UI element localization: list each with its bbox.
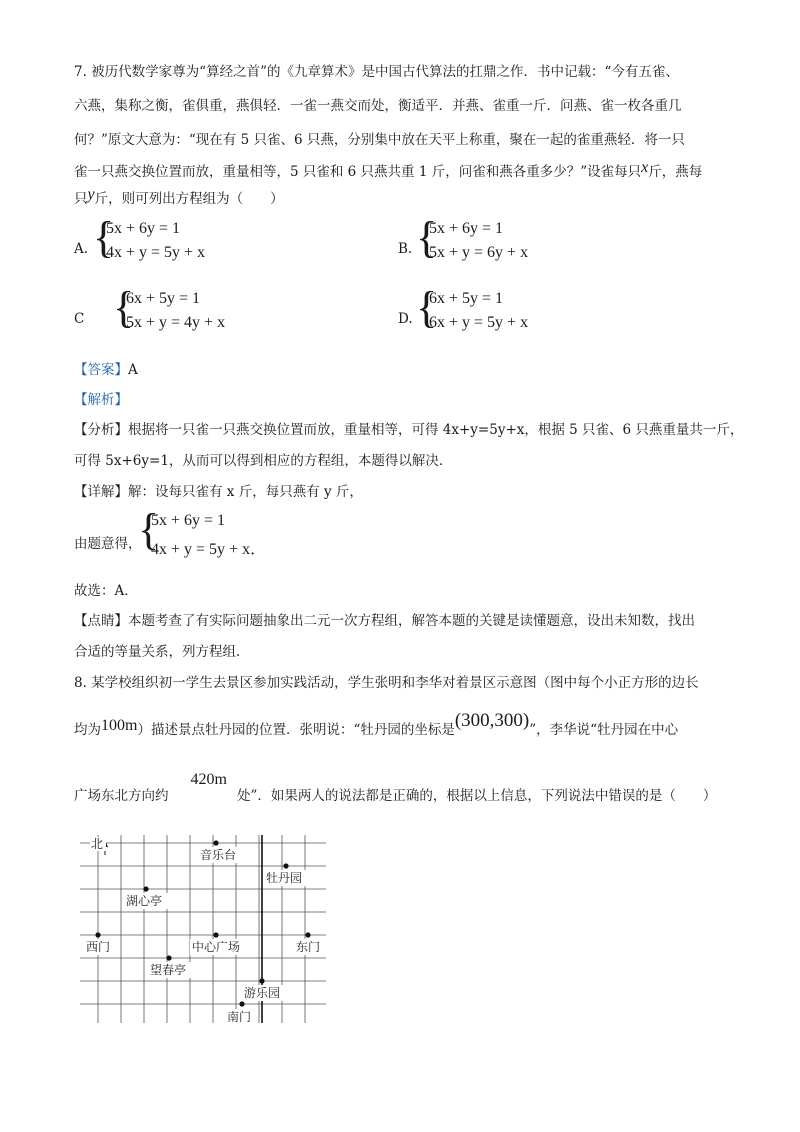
point-wangchun-pavilion	[166, 955, 171, 960]
fenxi-text-1: 根据将一只雀一只燕交换位置而放，重量相等，可得 4x+y=5y+x，根据 5 只雀、6 只燕重量共一斤，	[128, 422, 744, 438]
q7-line-5b: 斤，则可列出方程组为（ ）	[94, 191, 284, 207]
point-south-gate	[239, 1001, 244, 1006]
q7-line-3: 何？”原文大意为：“现在有 5 只雀、6 只燕，分别集中放在天平上称重，聚在一起的雀重燕轻．将一只	[74, 132, 685, 148]
q8-distance: 420m	[190, 771, 227, 788]
map-label-east-gate: 东门	[296, 940, 321, 954]
map-label-center-square: 中心广场	[192, 940, 241, 954]
xiangjie-brace: {	[138, 505, 160, 554]
q7-line-1: 7. 被历代数学家尊为“算经之首”的《九章算术》是中国古代算法的扛鼎之作．书中记载：“今有五雀、	[74, 64, 679, 80]
xiangjie-line-2: 由题意得，	[74, 536, 142, 552]
fenxi-tag: 【分析】	[74, 422, 128, 438]
map-label-music-stage: 音乐台	[200, 848, 237, 862]
q8-line-3a: 广场东北方向约	[74, 788, 169, 804]
point-east-gate	[305, 932, 310, 937]
answer-line	[74, 361, 138, 379]
q8-line-3b: 处”．如果两人的说法都是正确的，根据以上信息，下列说法中错误的是（ ）	[236, 788, 717, 804]
q8-line-2	[74, 710, 679, 739]
q7-line-5a: 只	[74, 191, 88, 207]
xiangjie-line-1	[74, 483, 363, 501]
q8-line-2a: 均为	[74, 722, 101, 738]
q7-line-4b: 斤，燕每	[648, 164, 703, 180]
fenxi-line-1	[74, 421, 743, 439]
guxuan-line: 故选：A．	[74, 583, 138, 599]
q7-line-4	[74, 159, 703, 181]
q8-line-3	[74, 771, 717, 805]
option-d-eq2: 6x + y = 5y + x	[429, 314, 529, 331]
q8-line-2b: ）描述景点牡丹园的位置．张明说：“牡丹园的坐标是	[137, 722, 455, 738]
map-label-lake-pavilion: 湖心亭	[126, 894, 163, 908]
xiangjie-eq1: 5x + 6y = 1	[151, 512, 226, 529]
xiangjie-tag: 【详解】	[74, 484, 128, 500]
fenxi-line-2: 可得 5x+6y=1，从而可以得到相应的方程组，本题得以解决．	[74, 453, 453, 469]
point-music-stage	[213, 840, 218, 845]
point-lake-pavilion	[143, 886, 148, 891]
q8-line-2d: ”，李华说“牡丹园在中心	[529, 722, 679, 738]
option-c-eq2: 5x + y = 4y + x	[126, 314, 226, 331]
option-d-eq1: 6x + 5y = 1	[429, 290, 504, 307]
option-b-brace: {	[416, 213, 438, 262]
q7-line-2: 六燕，集称之衡，雀俱重，燕俱轻．一雀一燕交而处，衡适平．并燕、雀重一斤．问燕、雀一枚各重几	[74, 98, 682, 114]
dianjing-text-1: 本题考查了有实际问题抽象出二元一次方程组，解答本题的关键是读懂题意，设出未知数，找出	[128, 613, 695, 629]
map-label-peony-garden: 牡丹园	[266, 871, 303, 885]
xiangjie-eq2-text: 4x + y = 5y + x	[151, 541, 251, 558]
option-b-eq2: 5x + y = 6y + x	[429, 244, 529, 261]
q8-side-length: 100m	[101, 717, 138, 734]
map-label-wangchun-pavilion: 望春亭	[150, 963, 187, 977]
answer-tag: 【答案】	[74, 362, 128, 378]
analysis-tag: 【解析】	[74, 392, 128, 408]
map-label-amusement-park: 游乐园	[244, 986, 281, 1000]
map-label-north: 北	[91, 837, 104, 851]
map-grid	[80, 835, 326, 1023]
dianjing-line-2: 合适的等量关系，列方程组．	[74, 644, 250, 660]
dianjing-line-1	[74, 612, 695, 630]
option-c-brace: {	[113, 283, 135, 332]
map-label-south-gate: 南门	[227, 1010, 252, 1024]
option-a-label[interactable]: A.	[74, 241, 89, 257]
option-a-eq1: 5x + 6y = 1	[106, 220, 181, 237]
xiangjie-eq2	[151, 536, 266, 559]
point-peony-garden	[283, 863, 288, 868]
q7-line-5	[74, 186, 284, 208]
point-west-gate	[95, 932, 100, 937]
answer-value: A	[128, 362, 138, 378]
q7-line-4a: 雀一只燕交换位置而放，重量相等，5 只雀和 6 只燕共重 1 斤，问雀和燕各重多少？”设雀每只	[74, 164, 642, 180]
point-center-square	[213, 932, 218, 937]
q7-var-x: x	[641, 159, 649, 176]
option-c-label[interactable]: C	[74, 311, 85, 327]
q8-line-1: 8. 某学校组织初一学生去景区参加实践活动，学生张明和李华对着景区示意图（图中每个小正方形的边长	[74, 675, 699, 691]
scenic-map	[80, 835, 340, 1030]
xiangjie-eq2-dot: ．	[250, 541, 267, 558]
q8-coordinate: (300,300)	[454, 710, 530, 731]
map-label-west-gate: 西门	[86, 940, 111, 954]
dianjing-tag: 【点睛】	[74, 613, 128, 629]
option-a-brace: {	[93, 213, 115, 262]
xiangjie-text-1: 解：设每只雀有 x 斤，每只燕有 y 斤，	[128, 484, 363, 500]
option-a-eq2: 4x + y = 5y + x	[106, 244, 206, 261]
q7-var-y: y	[87, 186, 95, 203]
option-c-eq1: 6x + 5y = 1	[126, 290, 201, 307]
option-b-eq1: 5x + 6y = 1	[429, 220, 504, 237]
option-d-brace: {	[416, 283, 438, 332]
option-b-label[interactable]: B.	[398, 241, 413, 257]
option-d-label[interactable]: D.	[398, 311, 413, 327]
point-amusement-park	[259, 978, 264, 983]
